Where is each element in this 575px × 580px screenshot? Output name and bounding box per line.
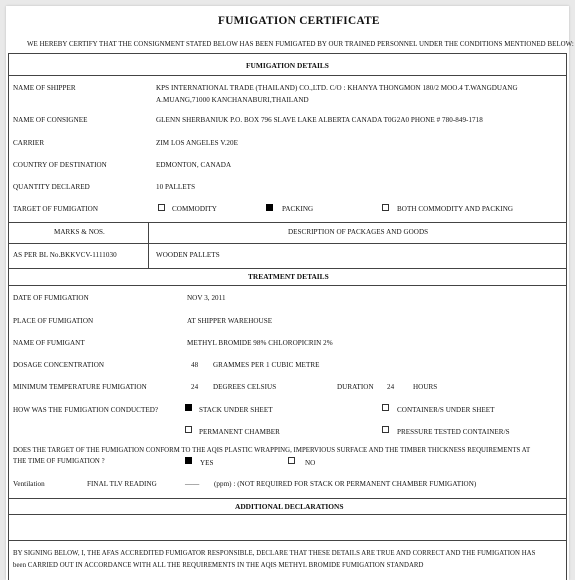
min-temp-value: 24 [191,383,199,391]
divider [8,285,567,286]
carrier-label: CARRIER [13,139,45,147]
container-under-sheet-label: CONTAINER/S UNDER SHEET [397,406,495,414]
dosage-amount: 48 [191,361,199,369]
yes-checkbox[interactable] [185,457,192,464]
dosage-label: DOSAGE CONCENTRATION [13,361,105,369]
pressure-tested-label: PRESSURE TESTED CONTAINER/S [397,428,510,436]
divider [8,514,567,515]
tlv-label: FINAL TLV READING [87,480,157,488]
document-title: FUMIGATION CERTIFICATE [218,15,380,27]
quantity-label: QUANTITY DECLARED [13,183,90,191]
yes-label: YES [200,459,214,467]
treatment-details-header: TREATMENT DETAILS [248,272,329,281]
divider [8,268,567,269]
place-label: PLACE OF FUMIGATION [13,317,94,325]
min-temp-label: MINIMUM TEMPERATURE FUMIGATION [13,383,147,391]
carrier-value: ZIM LOS ANGELES V.20E [156,139,238,147]
marks-header: MARKS & NOS. [54,228,105,236]
description-header: DESCRIPTION OF PACKAGES AND GOODS [288,228,429,236]
min-temp-unit: DEGREES CELSIUS [213,383,277,391]
packing-checkbox[interactable] [266,204,273,211]
commodity-checkbox[interactable] [158,204,165,211]
duration-unit: HOURS [413,383,438,391]
table-border-left [8,53,9,580]
date-value: NOV 3, 2011 [187,294,226,302]
stack-under-sheet-label: STACK UNDER SHEET [199,406,273,414]
conducted-label: HOW WAS THE FUMIGATION CONDUCTED? [13,406,159,414]
duration-label: DURATION [337,383,374,391]
fumigant-label: NAME OF FUMIGANT [13,339,85,347]
dosage-unit: GRAMMES PER 1 CUBIC METRE [213,361,320,369]
table-border-top [8,53,567,54]
packing-option-label: PACKING [282,205,314,213]
tlv-note: (ppm) : (NOT REQUIRED FOR STACK OR PERMANENT CHAMBER FUMIGATION) [214,480,477,488]
pressure-tested-checkbox[interactable] [382,426,389,433]
quantity-value: 10 PALLETS [156,183,196,191]
shipper-value-line2: A.MUANG,71000 KANCHANABURI,THAILAND [156,96,309,104]
table-border-right [566,53,567,580]
divider [8,540,567,541]
consignee-label: NAME OF CONSIGNEE [13,116,88,124]
both-option-label: BOTH COMMODITY AND PACKING [397,205,514,213]
stack-under-sheet-checkbox[interactable] [185,404,192,411]
shipper-value-line1: KPS INTERNATIONAL TRADE (THAILAND) CO.,LTD. C/O : KHANYA THONGMON 180/2 MOO.4 T.WANGDUANG [156,84,518,92]
fumigation-details-header: FUMIGATION DETAILS [246,61,329,70]
both-commodity-packing-checkbox[interactable] [382,204,389,211]
description-value: WOODEN PALLETS [156,251,220,259]
permanent-chamber-checkbox[interactable] [185,426,192,433]
intro-statement: WE HEREBY CERTIFY THAT THE CONSIGNMENT STATED BELOW HAS BEEN FUMIGATED BY OUR TRAINED PERSONNEL UNDER THE CONDITIONS MENTIONED BELOW: [27,41,574,48]
declaration-line1: BY SIGNING BELOW, I, THE AFAS ACCREDITED FUMIGATOR RESPONSIBLE, DECLARE THAT THESE DETAILS ARE TRUE AND CORRECT AND THE FUMIGATION HAS [13,550,536,557]
conform-question-line1: DOES THE TARGET OF THE FUMIGATION CONFORM TO THE AQIS PLASTIC WRAPPING, IMPERVIOUS SURFACE AND THE TIMBER THICKNESS REQUIREMENTS AT [13,447,531,454]
certificate-page [6,6,574,580]
divider [8,243,567,244]
divider [8,498,567,499]
conform-question-line2: THE TIME OF FUMIGATION ? [13,458,105,465]
commodity-option-label: COMMODITY [172,205,217,213]
permanent-chamber-label: PERMANENT CHAMBER [199,428,280,436]
consignee-value: GLENN SHERBANIUK P.O. BOX 796 SLAVE LAKE ALBERTA CANADA T0G2A0 PHONE # 780-849-1718 [156,116,483,124]
divider [8,75,567,76]
fumigant-value: METHYL BROMIDE 98% CHLOROPICRIN 2% [187,339,333,347]
place-value: AT SHIPPER WAREHOUSE [187,317,273,325]
date-label: DATE OF FUMIGATION [13,294,89,302]
container-under-sheet-checkbox[interactable] [382,404,389,411]
column-divider [148,222,149,268]
ventilation-label: Ventilation [13,480,45,488]
tlv-value: —— [185,480,200,488]
no-label: NO [305,459,316,467]
marks-value: AS PER BL No.BKKVCV-1111030 [13,251,117,259]
declaration-line2: been CARRIED OUT IN ACCORDANCE WITH ALL THE REQUIREMENTS IN THE AQIS METHYL BROMIDE FUMIGATION STANDARD [13,562,424,569]
shipper-label: NAME OF SHIPPER [13,84,76,92]
no-checkbox[interactable] [288,457,295,464]
target-label: TARGET OF FUMIGATION [13,205,99,213]
additional-declarations-header: ADDITIONAL DECLARATIONS [235,502,344,511]
duration-value: 24 [387,383,395,391]
destination-label: COUNTRY OF DESTINATION [13,161,107,169]
divider [8,222,567,223]
destination-value: EDMONTON, CANADA [156,161,232,169]
